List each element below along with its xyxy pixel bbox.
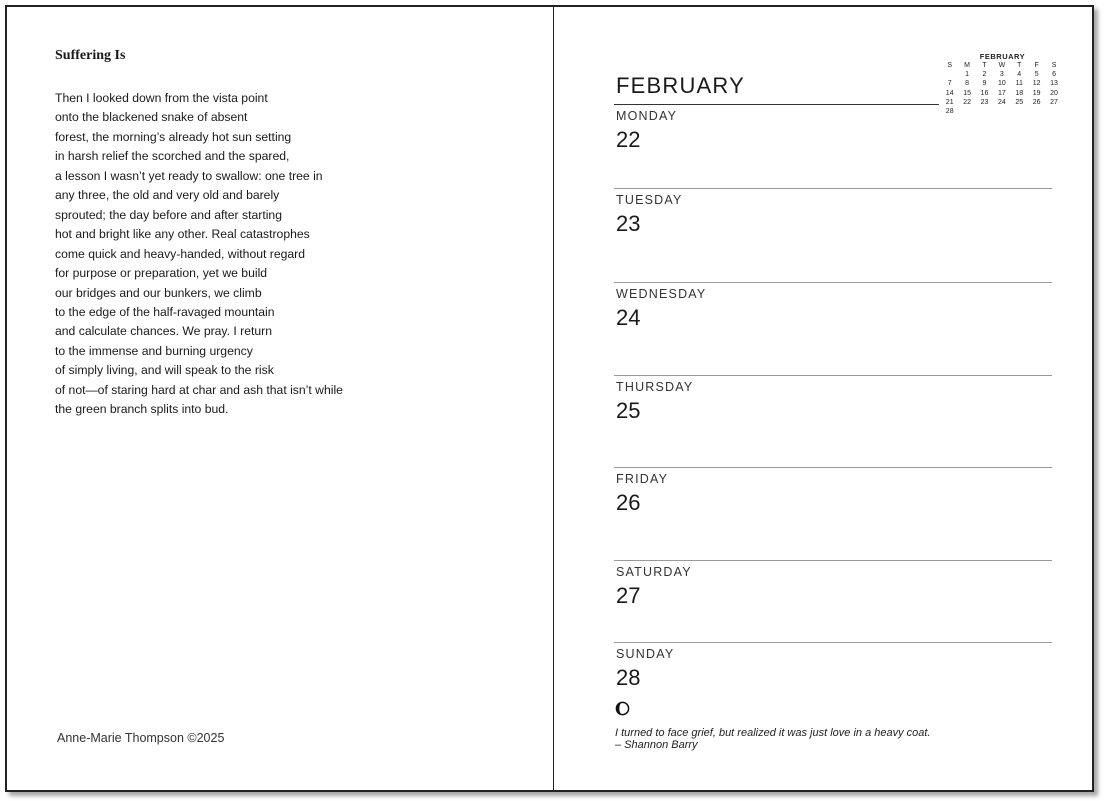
poem-line: to the immense and burning urgency (55, 343, 253, 358)
mini-calendar-date: 10 (997, 80, 1006, 88)
copyright-notice: Anne-Marie Thompson ©2025 (57, 731, 225, 745)
mini-calendar-week (941, 70, 1064, 79)
month-heading: FEBRUARY (616, 73, 745, 98)
weekday-label: W (998, 62, 1006, 69)
day-number: 24 (616, 305, 641, 330)
poem-line: to the edge of the half-ravaged mountain (55, 304, 275, 319)
poem-line: hot and bright like any other. Real catastrophes (55, 227, 310, 242)
mini-calendar-week (941, 107, 1064, 116)
weekday-label: S (1051, 62, 1057, 69)
weekday-label: F (1034, 62, 1039, 69)
month-heading-rule (614, 104, 939, 105)
day-name: MONDAY (616, 109, 678, 123)
mini-calendar-date: 18 (1015, 89, 1024, 97)
mini-calendar-date: 2 (982, 71, 987, 79)
day-name: THURSDAY (616, 380, 694, 394)
mini-calendar-week (941, 79, 1064, 88)
mini-calendar-weekday-row (941, 61, 1064, 70)
poem-line: in harsh relief the scorched and the spared, (55, 149, 290, 164)
mini-calendar-date: 3 (999, 71, 1004, 79)
mini-calendar-date: 8 (965, 80, 970, 88)
mini-calendar-date: 9 (982, 80, 987, 88)
day-divider (614, 188, 1052, 189)
quote-block (615, 727, 931, 751)
day-number: 26 (616, 490, 641, 515)
mini-calendar-date: 13 (1050, 80, 1058, 88)
day-number: 23 (616, 211, 641, 236)
mini-calendar-date: 7 (947, 80, 952, 88)
weekday-label: M (964, 62, 970, 69)
poem-line: onto the blackened snake of absent (55, 110, 248, 125)
mini-calendar-date: 20 (1050, 89, 1058, 97)
day-name: FRIDAY (616, 472, 669, 486)
mini-calendar-date: 22 (963, 98, 971, 106)
mini-calendar-date (1045, 107, 1062, 116)
poem-line: come quick and heavy-handed, without regard (55, 246, 305, 261)
mini-calendar-date: 4 (1017, 71, 1022, 79)
mini-calendar-date (993, 107, 1010, 116)
mini-calendar-date: 19 (1032, 89, 1041, 97)
mini-calendar-date: 15 (963, 89, 971, 97)
weekday-label: S (947, 62, 953, 69)
mini-calendar-date (941, 70, 958, 79)
right-page (554, 7, 1092, 790)
day-divider (614, 467, 1052, 468)
mini-calendar-date (1028, 107, 1045, 116)
poem-line: and calculate chances. We pray. I return (55, 324, 273, 339)
day-divider (614, 560, 1052, 561)
poem-line: for purpose or preparation, yet we build (55, 266, 268, 281)
poem-line: the green branch splits into bud. (55, 402, 229, 417)
day-name: SATURDAY (616, 565, 692, 579)
mini-calendar-date (976, 107, 993, 116)
day-name: WEDNESDAY (616, 287, 707, 301)
poem-line: forest, the morning’s already hot sun setting (55, 129, 292, 144)
mini-calendar-date: 28 (945, 107, 954, 115)
mini-calendar-date (958, 107, 975, 116)
day-name: SUNDAY (616, 647, 675, 661)
planner-spread (5, 5, 1094, 792)
mini-calendar-date: 6 (1052, 71, 1056, 79)
mini-calendar-date: 12 (1032, 80, 1041, 88)
poem-line: Then I looked down from the vista point (55, 91, 268, 105)
poem-line: any three, the old and very old and barely (55, 188, 280, 203)
mini-calendar-date: 24 (997, 98, 1006, 106)
quote-text: I turned to face grief, but realized it was just love in a heavy coat. (615, 727, 931, 739)
mini-calendar-date: 11 (1015, 80, 1023, 88)
mini-calendar-date: 14 (945, 89, 954, 97)
weekday-label: T (982, 62, 987, 69)
day-number: 22 (616, 127, 641, 152)
day-number: 28 (616, 665, 641, 690)
mini-calendar (941, 53, 1064, 116)
poem-body (55, 89, 495, 420)
mini-calendar-date: 23 (980, 98, 989, 106)
day-divider (614, 375, 1052, 376)
mini-calendar-date: 1 (965, 71, 970, 79)
day-number: 27 (616, 583, 641, 608)
mini-calendar-date: 17 (997, 89, 1006, 97)
left-page (7, 7, 553, 790)
day-divider (614, 282, 1052, 283)
poem-line: of not—of staring hard at char and ash that isn’t while (55, 382, 343, 397)
quote-author: – Shannon Barry (615, 739, 698, 751)
moon-phase-icon (615, 701, 630, 716)
weekday-label: T (1017, 62, 1022, 69)
poem-title: Suffering Is (55, 48, 126, 63)
poem-line: sprouted; the day before and after starting (55, 207, 282, 222)
mini-calendar-date: 25 (1015, 98, 1024, 106)
mini-calendar-date: 21 (945, 98, 954, 106)
poem-line: of simply living, and will speak to the risk (55, 363, 274, 378)
day-number: 25 (616, 398, 641, 423)
mini-calendar-date: 5 (1034, 71, 1039, 79)
mini-calendar-date: 27 (1050, 98, 1058, 106)
poem-line: our bridges and our bunkers, we climb (55, 285, 262, 300)
poem-line: a lesson I wasn’t yet ready to swallow: one tree in (55, 168, 323, 183)
day-name: TUESDAY (616, 193, 683, 207)
mini-calendar-title: FEBRUARY (979, 52, 1026, 61)
mini-calendar-week (941, 98, 1064, 107)
day-divider (614, 642, 1052, 643)
mini-calendar-date (1011, 107, 1028, 116)
mini-calendar-date: 16 (980, 89, 989, 97)
mini-calendar-date: 26 (1032, 98, 1041, 106)
mini-calendar-week (941, 89, 1064, 98)
